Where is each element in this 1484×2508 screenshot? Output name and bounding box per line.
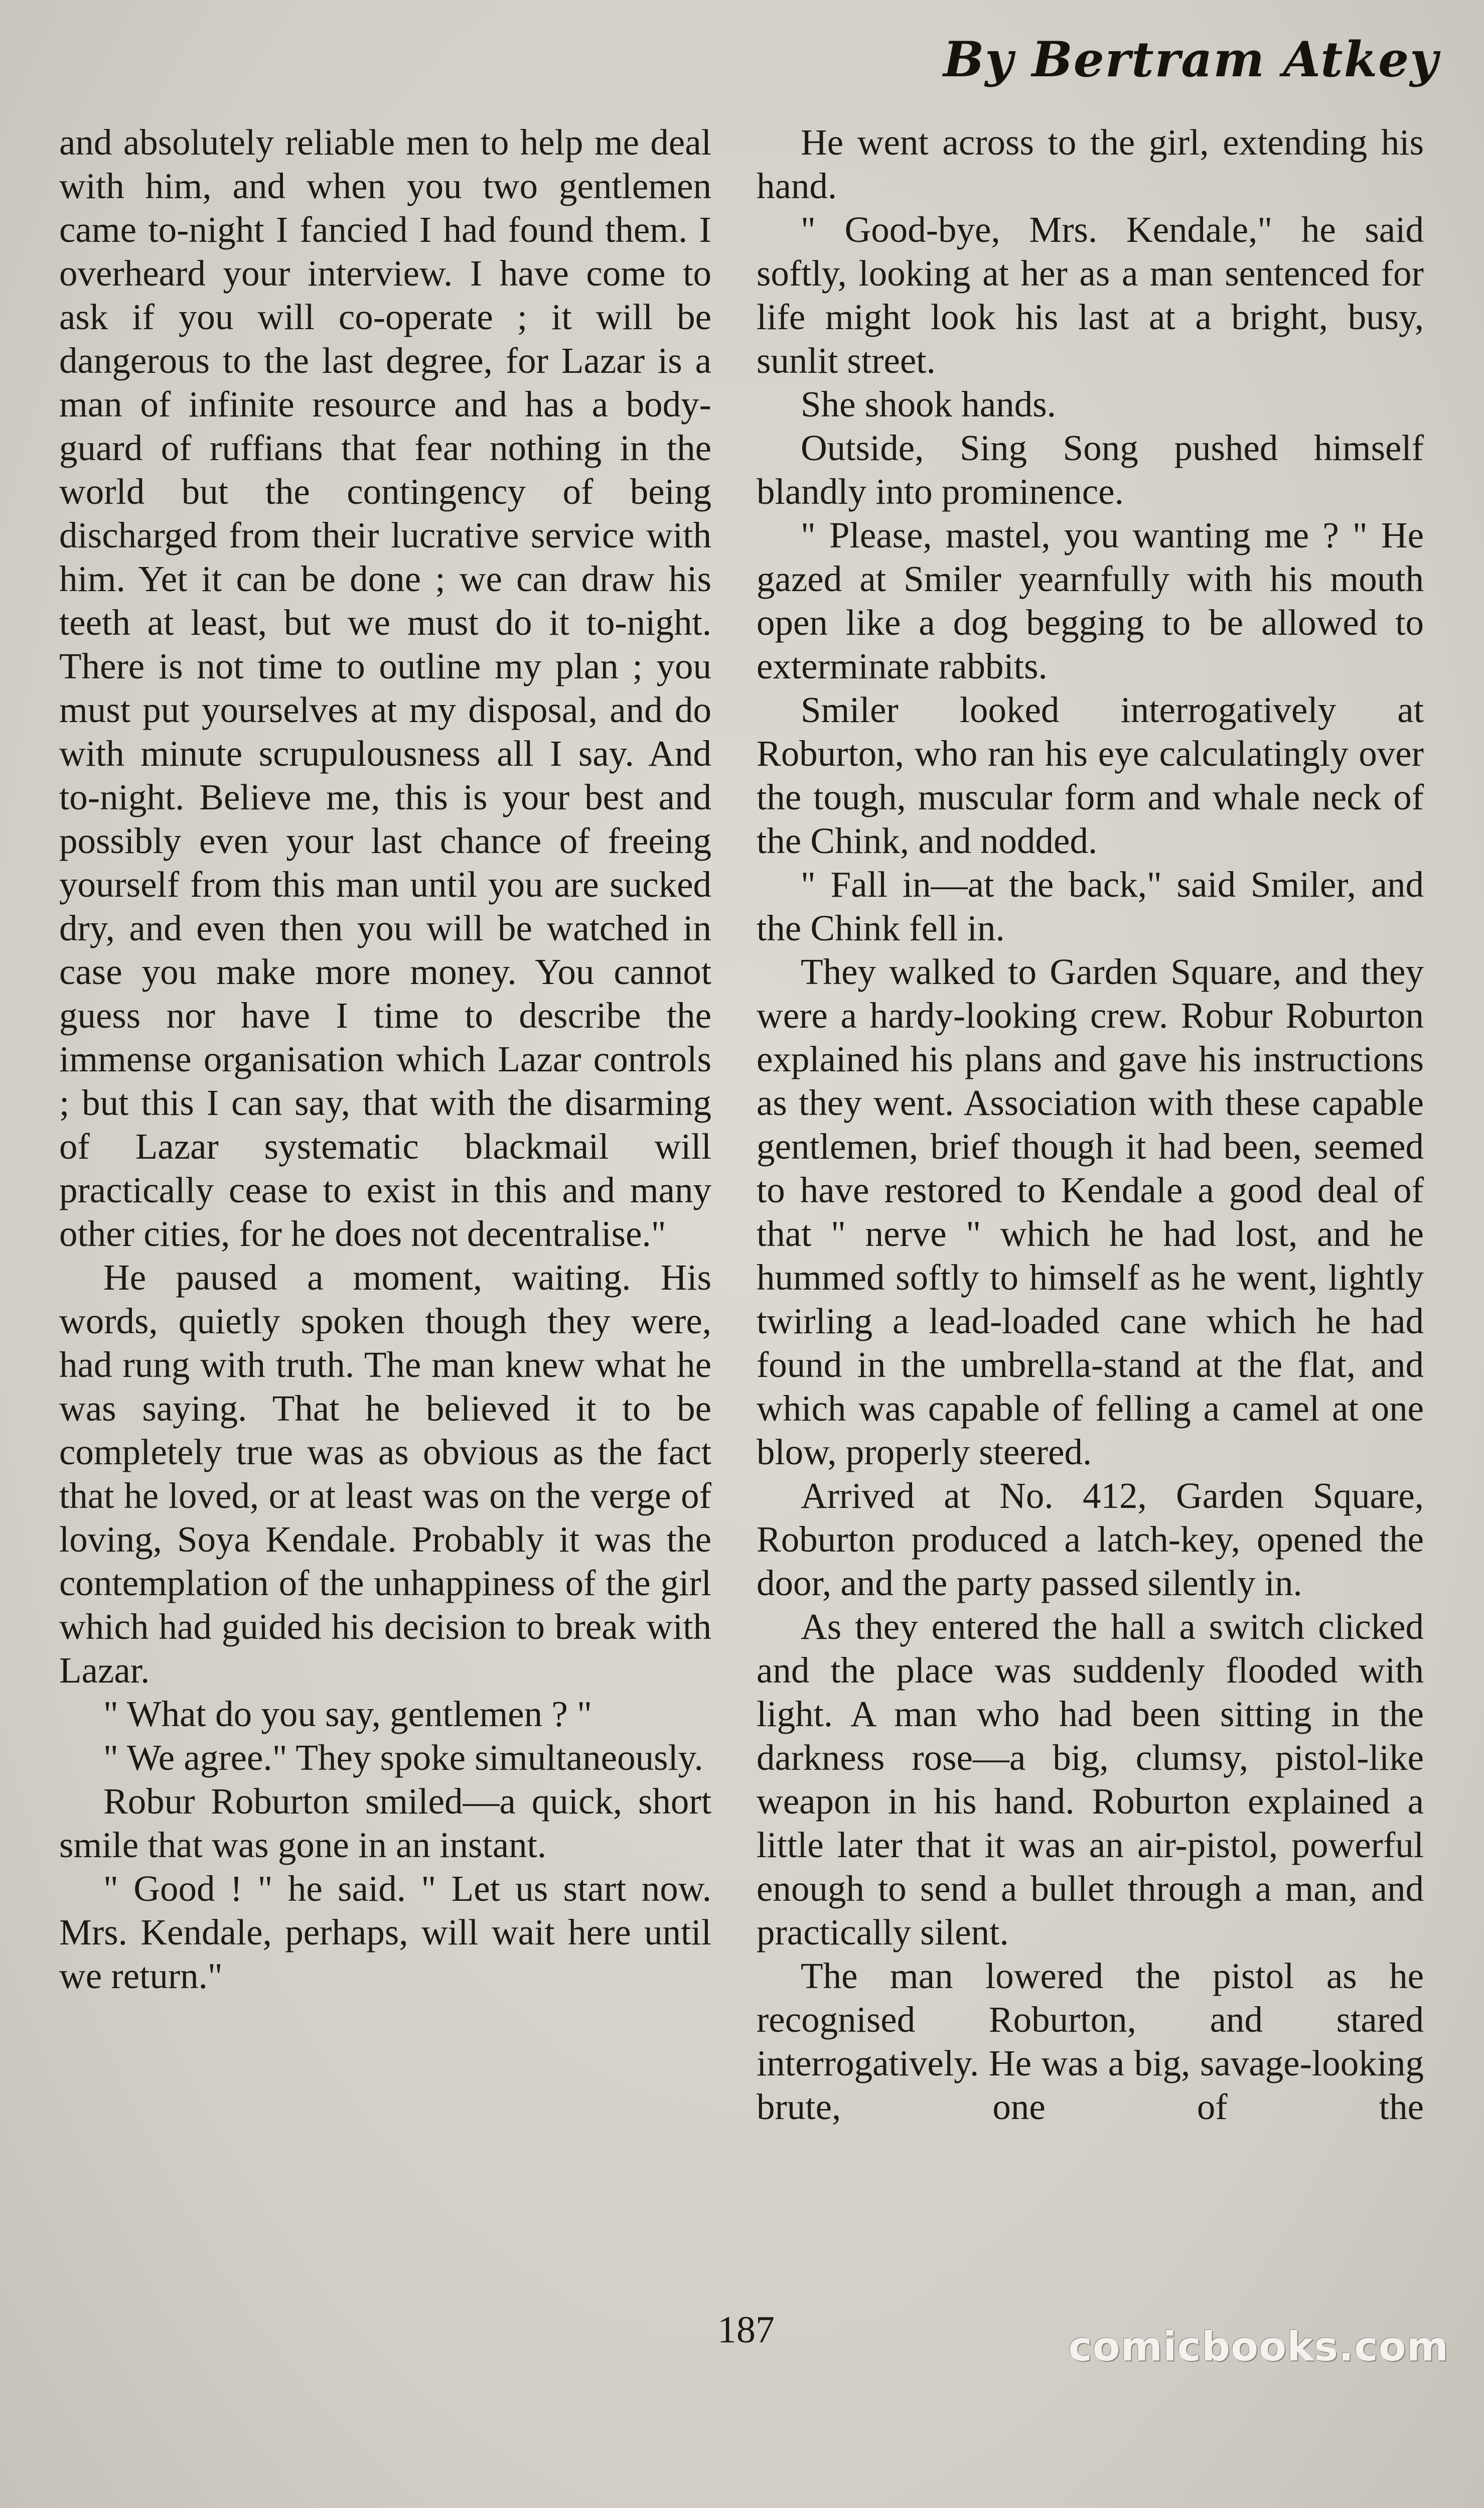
left-text-column xyxy=(59,120,711,1998)
paragraph: and absolutely reliable men to help me deal with him, and when you two gentlemen came to-night I fancied I had found them. I overheard your interview. I have come to ask if you will co-operate ; it will be dangerous to the last degree, for Lazar is a man of infinite resource and has a body-guard of ruffians that fear nothing in the world but the contingency of being discharged from their lucrative service with him. Yet it can be done ; we can draw his teeth at least, but we must do it to-night. There is not time to outline my plan ; you must put yourselves at my disposal, and do with minute scrupulousness all I say. And to-night. Believe me, this is your best and possibly even your last chance of freeing yourself from this man until you are sucked dry, and even then you will be watched in case you make more money. You cannot guess nor have I time to describe the immense organisation which Lazar controls ; but this I can say, that with the disarming of Lazar systematic blackmail will practically cease to exist in this and many other cities, for he does not decentralise." xyxy=(59,122,711,1254)
paragraph: " Good ! " he said. " Let us start now. Mrs. Kendale, perhaps, will wait here until we return." xyxy=(59,1868,711,1996)
paragraph: Arrived at No. 412, Garden Square, Roburton produced a latch-key, opened the door, and the party passed silently in. xyxy=(757,1475,1424,1603)
paragraph: They walked to Garden Square, and they were a hardy-looking crew. Robur Roburton explained his plans and gave his instructions as they went. Association with these capable gentlemen, brief though it had been, seemed to have restored to Kendale a good deal of that " nerve " which he had lost, and he hummed softly to himself as he went, lightly twirling a lead-loaded cane which he had found in the umbrella-stand at the flat, and which was capable of felling a camel at one blow, properly steered. xyxy=(757,951,1424,1472)
page-number: 187 xyxy=(717,2309,775,2351)
paragraph: She shook hands. xyxy=(801,384,1056,425)
paragraph: Outside, Sing Song pushed himself blandly into prominence. xyxy=(757,428,1424,512)
paragraph: " What do you say, gentlemen ? " xyxy=(103,1694,592,1734)
paragraph: The man lowered the pistol as he recognised Roburton, and stared interrogatively. He was a big, savage-looking brute, one of the xyxy=(757,1956,1424,2127)
paragraph: " Please, mastel, you wanting me ? " He gazed at Smiler yearnfully with his mouth open like a dog begging to be allowed to exterminate rabbits. xyxy=(757,515,1424,686)
paragraph: He went across to the girl, extending his hand. xyxy=(757,122,1424,206)
paragraph: " Good-bye, Mrs. Kendale," he said softly, looking at her as a man sentenced for life might look his last at a bright, busy, sunlit street. xyxy=(757,209,1424,381)
paragraph: He paused a moment, waiting. His words, quietly spoken though they were, had rung with truth. The man knew what he was saying. That he believed it to be completely true was as obvious as the fact that he loved, or at least was on the verge of loving, Soya Kendale. Probably it was the contemplation of the unhappiness of the girl which had guided his decision to break with Lazar. xyxy=(59,1257,711,1691)
paragraph: As they entered the hall a switch clicked and the place was suddenly flooded with light. A man who had been sitting in the darkness rose—a big, clumsy, pistol-like weapon in his hand. Roburton explained a little later that it was an air-pistol, powerful enough to send a bullet through a man, and practically silent. xyxy=(757,1606,1424,1953)
paragraph: " Fall in—at the back," said Smiler, and the Chink fell in. xyxy=(757,864,1424,948)
paragraph: " We agree." They spoke simultaneously. xyxy=(103,1737,703,1778)
watermark: comicbooks.com xyxy=(1068,2323,1449,2370)
paragraph: Smiler looked interrogatively at Roburton, who ran his eye calculatingly over the tough, muscular form and whale neck of the Chink, and nodded. xyxy=(757,689,1424,861)
author-byline: By Bertram Atkey xyxy=(943,31,1439,88)
right-text-column xyxy=(757,120,1424,2129)
paragraph: Robur Roburton smiled—a quick, short smile that was gone in an instant. xyxy=(59,1781,711,1865)
